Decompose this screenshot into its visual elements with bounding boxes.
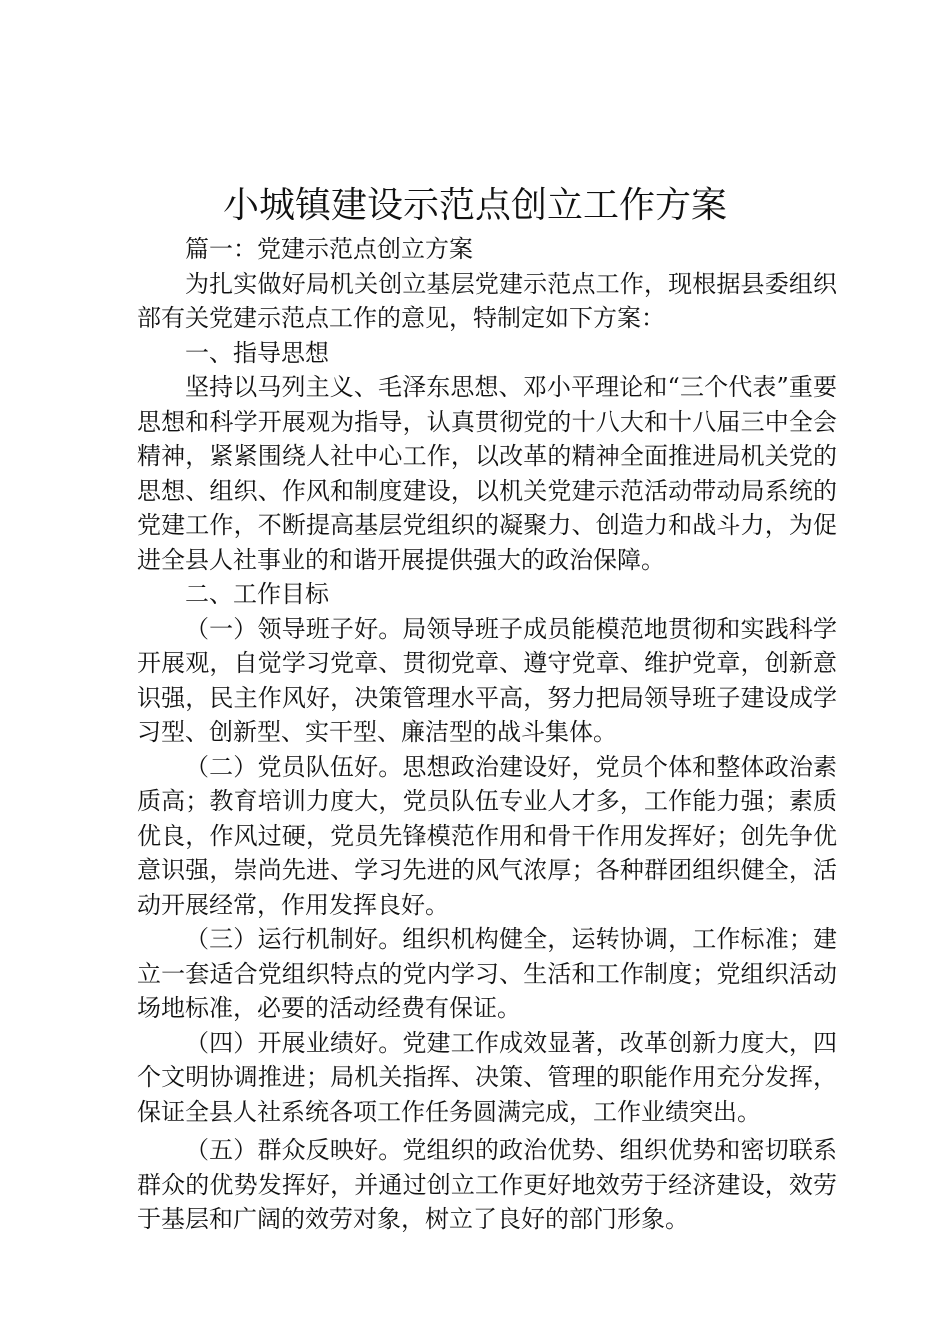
goal-item-public-feedback: （五）群众反映好。党组织的政治优势、组织优势和密切联系群众的优势发挥好，并通过创立工作更好地效劳于经济建设，效劳于基层和广阔的效劳对象，树立了良好的部门形象。: [137, 1136, 837, 1233]
document-title: 小城镇建设示范点创立工作方案: [222, 185, 727, 226]
section-heading-guiding-ideology: 一、指导思想: [185, 338, 329, 367]
document-body: [137, 232, 837, 1237]
goal-item-performance: （四）开展业绩好。党建工作成效显著，改革创新力度大，四个文明协调推进；局机关指挥、决策、管理的职能作用充分发挥，保证全县人社系统各项工作任务圆满完成，工作业绩突出。: [137, 1028, 837, 1126]
section-heading-part-one: 篇一：党建示范点创立方案: [185, 235, 473, 263]
intro-paragraph: 为扎实做好局机关创立基层党建示范点工作，现根据县委组织部有关党建示范点工作的意见，特制定如下方案：: [137, 269, 837, 332]
goal-item-leadership: （一）领导班子好。局领导班子成员能模范地贯彻和实践科学开展观，自觉学习党章、贯彻党章、遵守党章、维护党章，创新意识强，民主作风好，决策管理水平高，努力把局领导班子建设成学习型、创新型、实干型、廉洁型的战斗集体。: [137, 614, 837, 746]
guiding-ideology-paragraph: 坚持以马列主义、毛泽东思想、邓小平理论和“三个代表”重要思想和科学开展观为指导，认真贯彻党的十八大和十八届三中全会精神，紧紧围绕人社中心工作，以改革的精神全面推进局机关党的思想、组织、作风和制度建设，以机关党建示范活动带动局系统的党建工作，不断提高基层党组织的凝聚力、创造力和战斗力，为促进全县人社事业的和谐开展提供强大的政治保障。: [137, 373, 837, 574]
section-heading-work-goals: 二、工作目标: [185, 580, 329, 608]
goal-item-operating-mechanism: （三）运行机制好。组织机构健全，运转协调，工作标准；建立一套适合党组织特点的党内学习、生活和工作制度；党组织活动场地标准，必要的活动经费有保证。: [137, 925, 837, 1022]
goal-item-party-members: （二）党员队伍好。思想政治建设好，党员个体和整体政治素质高；教育培训力度大，党员队伍专业人才多，工作能力强；素质优良，作风过硬，党员先锋模范作用和骨干作用发挥好；创先争优意识强，崇尚先进、学习先进的风气浓厚；各种群团组织健全，活动开展经常，作用发挥良好。: [137, 752, 837, 919]
